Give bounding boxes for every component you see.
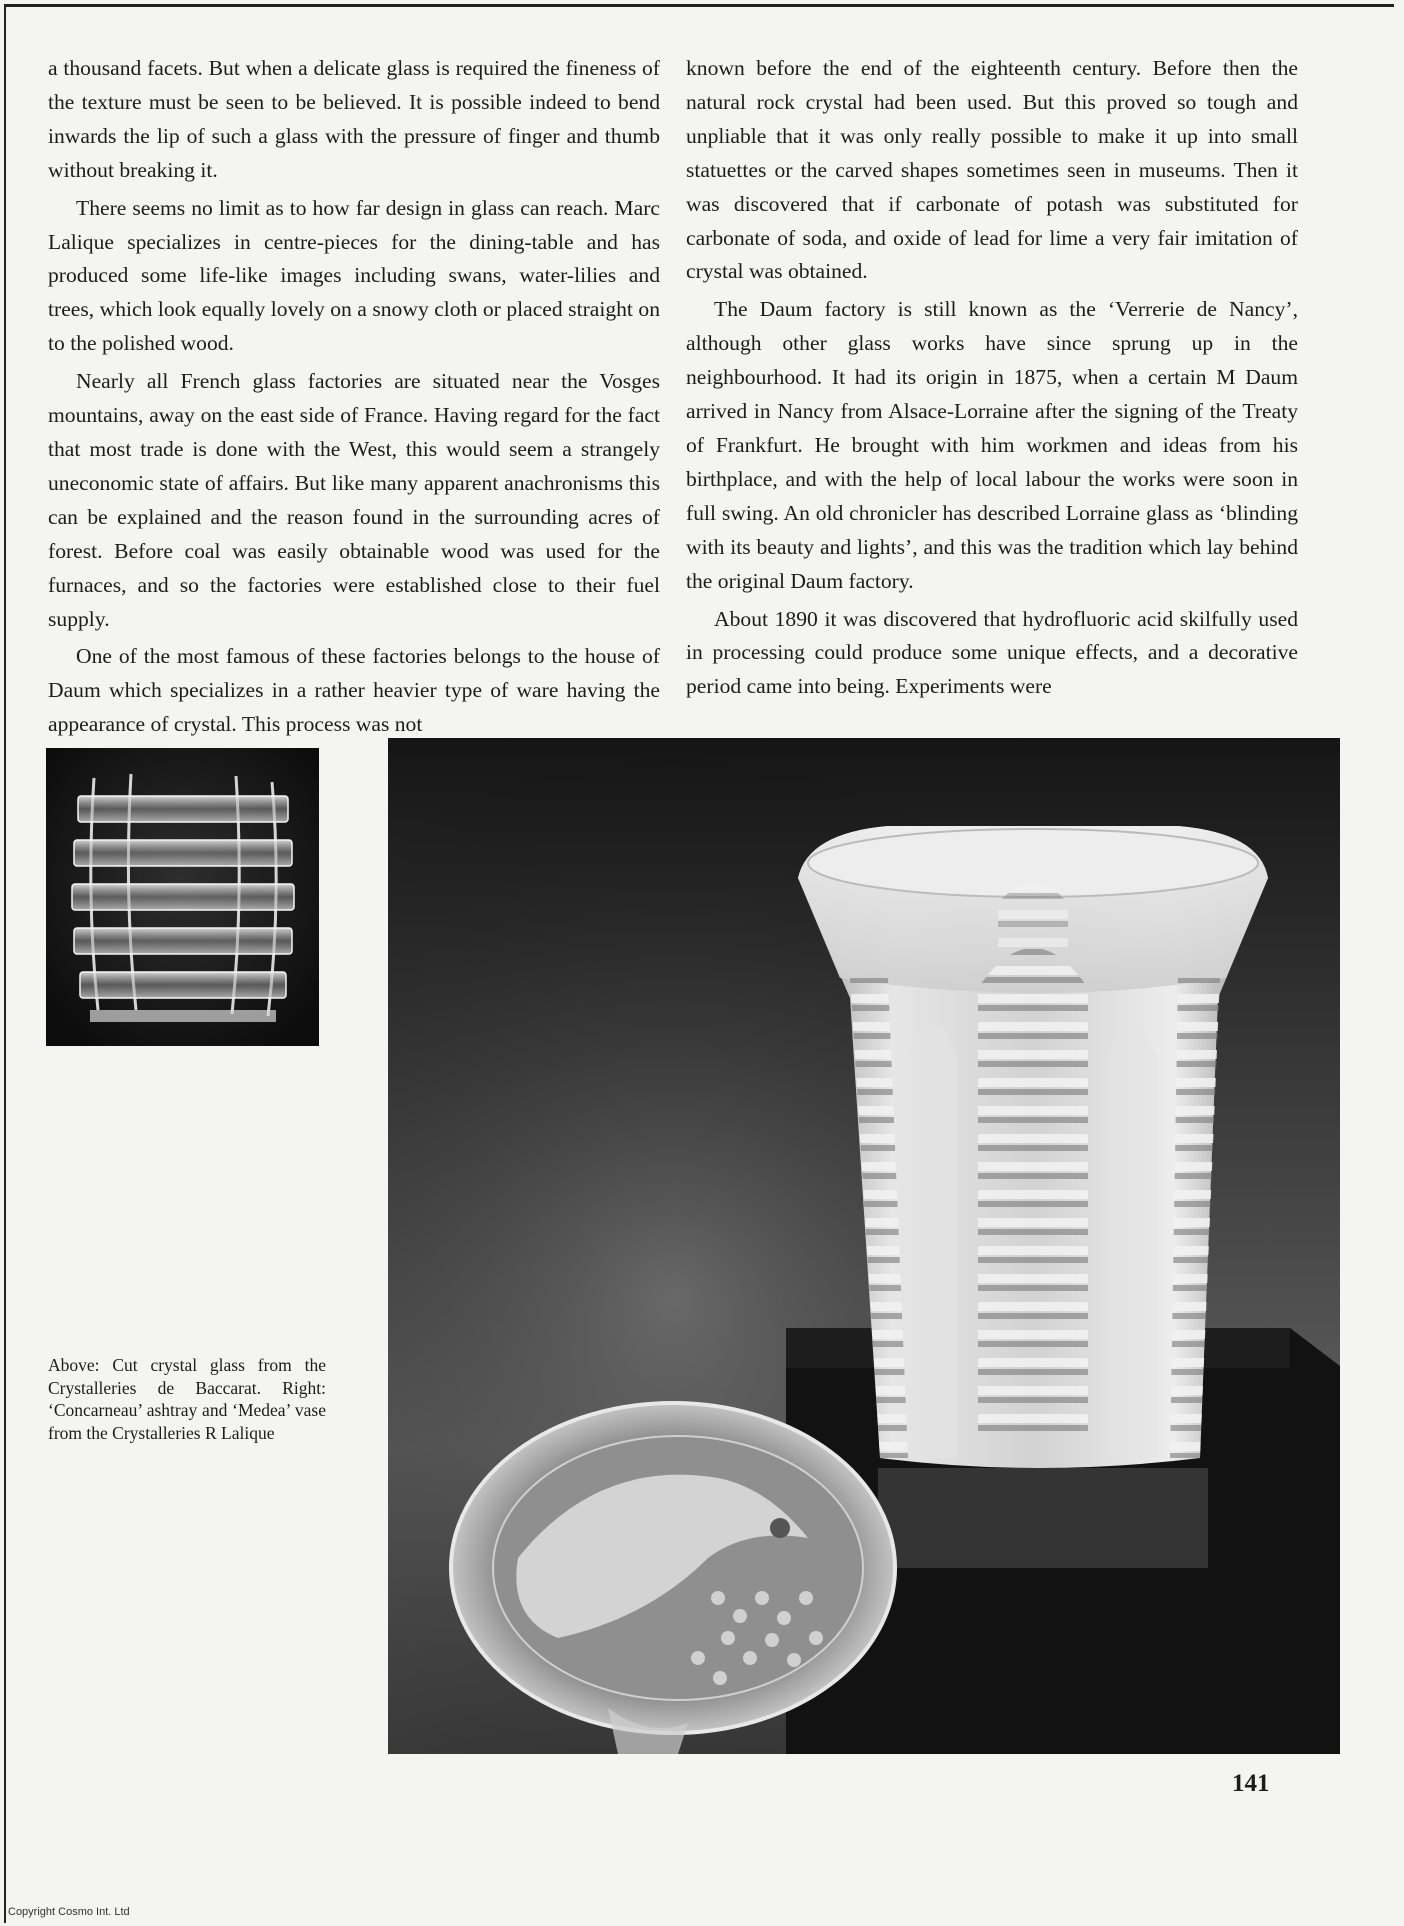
paragraph: The Daum factory is still known as the ‘Verrerie de Nancy’, although other glass works have since sprung up in the neighbourhood. It had its origin in 1875, when a certain M Daum arrived in Nancy from Alsace-Lorraine after the signing of the Treaty of Frankfurt. He brought with him workmen and ideas from his birthplace, and with the help of local labour the works were soon in full swing. An old chronicler has described Lorraine glass as ‘blinding with its beauty and lights’, and this was the tradition which lay behind the original Daum factory.: [686, 297, 1298, 593]
paragraph: Nearly all French glass factories are situated near the Vosges mountains, away on the east side of France. Having regard for the fact that most trade is done with the West, this would seem a strangely uneconomic state of affairs. But like many apparent anachronisms this can be explained and the reason found in the surrounding acres of forest. Before coal was easily obtainable wood was used for the furnaces, and so the factories were established close to their fuel supply.: [48, 369, 660, 631]
page-number: 141: [1232, 1770, 1270, 1797]
paragraph: There seems no limit as to how far design in glass can reach. Marc Lalique specializes in centre-pieces for the dining-table and has produced some life-like images including swans, water-lilies and trees, which look equally lovely on a snowy cloth or placed straight on to the polished wood.: [48, 195, 660, 356]
paragraph: About 1890 it was discovered that hydrofluoric acid skilfully used in processing could produce some unique effects, and a decorative period came into being. Experiments were: [686, 606, 1298, 699]
paragraph: known before the end of the eighteenth century. Before then the natural rock crystal had been used. But this proved so tough and unpliable that it was only really possible to make it up into small statuettes or the carved shapes sometimes seen in museums. Then it was discovered that if carbonate of potash was substituted for carbonate of soda, and oxide of lead for lime a very fair imitation of crystal was obtained.: [686, 56, 1298, 284]
lalique-vase-ashtray-photo: [388, 738, 1340, 1754]
baccarat-glass-photo: [46, 748, 319, 1046]
photo-caption: Above: Cut crystal glass from the Crystalleries de Baccarat. Right: ‘Concarneau’ ashtray and ‘Medea’ vase from the Crystalleries R Lalique: [48, 1355, 326, 1443]
paragraph: One of the most famous of these factories belongs to the house of Daum which specializes in a rather heavier type of ware having the appearance of crystal. This process was not: [48, 644, 660, 737]
paragraph: a thousand facets. But when a delicate glass is required the fineness of the texture must be seen to be believed. It is possible indeed to bend inwards the lip of such a glass with the pressure of finger and thumb without breaking it.: [48, 56, 660, 182]
lalique-vase-ashtray-illustration: [388, 738, 1340, 1754]
left-column: [48, 52, 660, 742]
right-column: [686, 52, 1298, 704]
baccarat-glass-illustration: [46, 748, 319, 1046]
copyright-notice: Copyright Cosmo Int. Ltd: [8, 1906, 130, 1918]
